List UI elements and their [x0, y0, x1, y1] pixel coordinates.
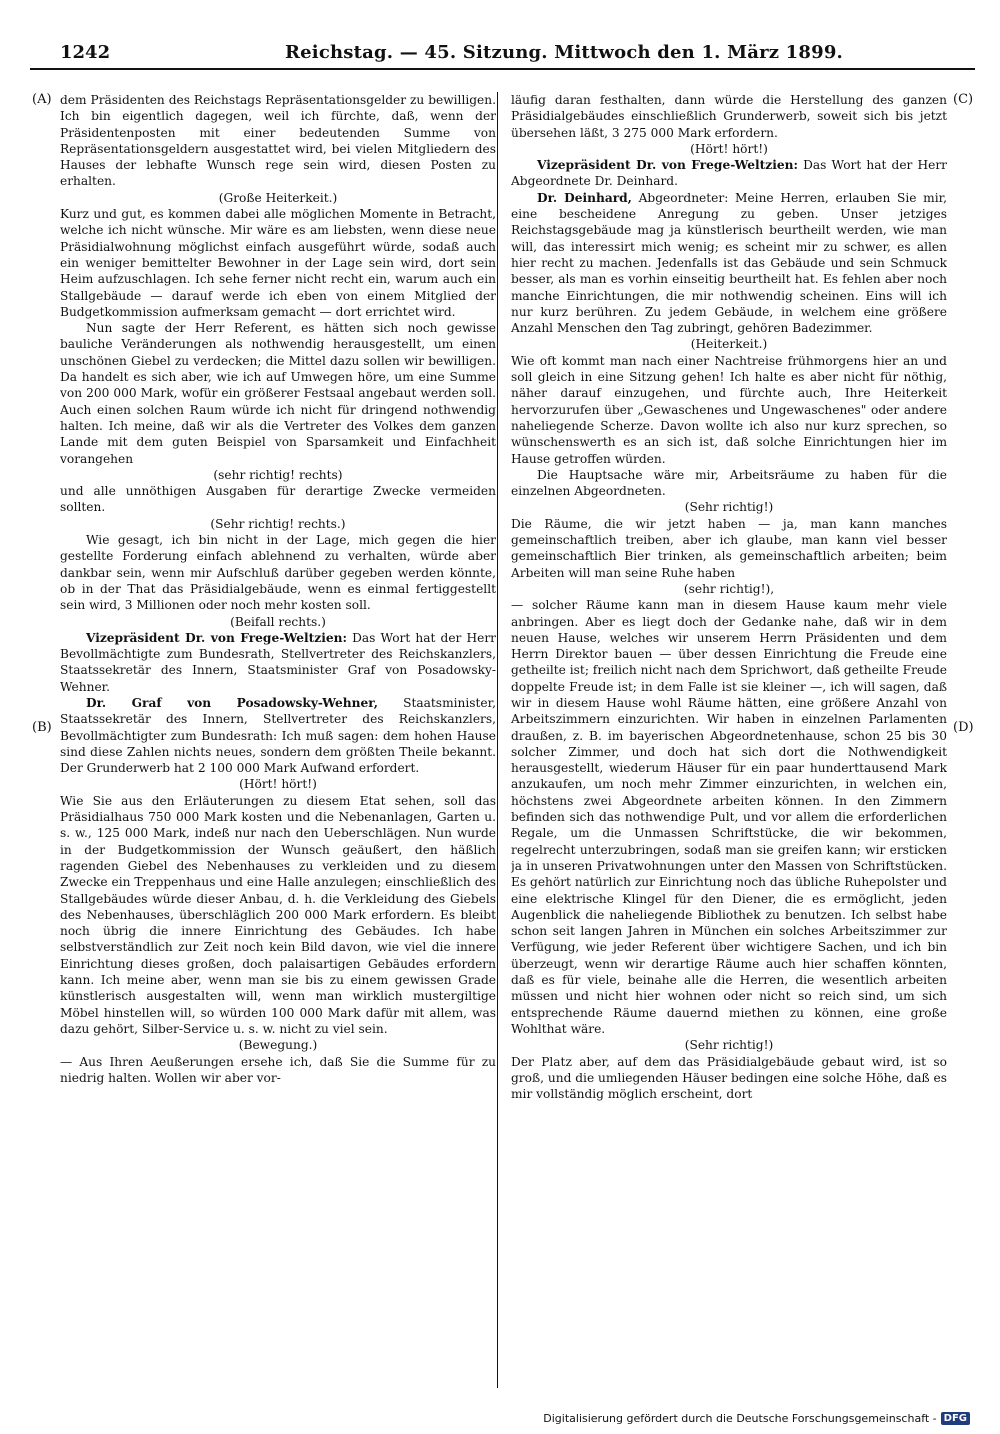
paragraph: und alle unnöthigen Ausgaben für derartige Zwecke vermeiden sollten.: [60, 484, 496, 515]
speech-text: Staatsminister, Staatssekretär des Innern, Stellvertreter des Reichskanzlers, Bevollmächtigter zum Bundesrath: Ich muß sagen: dem hohen Hause sind diese Zahlen nichts neues, sondern dem größten Theile bekannt. Der Grunderwerb hat 2 100 000 Mark Aufwand erfordert.: [60, 695, 496, 776]
page-number: 1242: [60, 42, 111, 63]
margin-letter-d: (D): [953, 720, 974, 735]
digitization-credit: [543, 1412, 970, 1425]
left-column: [60, 92, 496, 1388]
interjection: (Sehr richtig!): [684, 500, 774, 515]
paragraph: Kurz und gut, es kommen dabei alle möglichen Momente in Betracht, welche ich nicht wünsche. Mir wäre es am liebsten, wenn diese neue Präsidialwohnung möglichst einfach ausgeführt würde, sodaß auch ein weniger bemittelter Bewohner in der Lage sein wird, dort sein Heim aufzuschlagen. Ich sehe ferner nicht recht ein, warum auch ein Stallgebäude — darauf werde ich eben von einem Mitglied der Budgetkommission aufmerksam gemacht — dort errichtet wird.: [60, 207, 496, 319]
interjection: (Hört! hört!): [690, 141, 768, 156]
speech-text: Das Wort hat der Herr Bevollmächtigte zum Bundesrath, Stellvertreter des Reichskanzlers, Staatssekretär des Innern, Staatsminister Graf von Posadowsky-Wehner.: [60, 630, 496, 694]
speech-paragraph: [60, 695, 496, 776]
paragraph: Der Platz aber, auf dem das Präsidialgebäude gebaut wird, ist so groß, und die umliegenden Häuser bedingen eine solche Höhe, daß es mir vollständig möglich erscheint, dort: [511, 1054, 947, 1102]
paragraph: Die Räume, die wir jetzt haben — ja, man kann manches gemeinschaftlich treiben, aber ich glaube, man kann viel besser gemeinschaftlich Bier trinken, als gemeinschaftlich arbeiten; beim Arbeiten will man seine Ruhe haben: [511, 516, 947, 580]
interjection: (sehr richtig!),: [683, 581, 775, 596]
right-column: [511, 92, 947, 1388]
interjection: (Sehr richtig!): [684, 1038, 774, 1053]
margin-letter-a: (A): [32, 92, 52, 107]
paragraph: — solcher Räume kann man in diesem Hause kaum mehr viele anbringen. Aber es liegt doch der Gedanke nahe, daß wir in dem neuen Hause, welches wir unserem Herrn Präsidenten und dem Herrn Direktor bauen — über dessen Einrichtung die Freude eine getheilte ist; freilich nicht nach dem Sprichwort, daß getheilte Freude doppelte Freude ist; in dem Falle ist sie kleiner —, ich will sagen, daß wir in diesem Hause wohl Räume hätten, eine größere Anzahl von Arbeitszimmern einzurichten. Wir haben in einzelnen Parlamenten draußen, z. B. im bayerischen Abgeordnetenhause, schon 25 bis 30 solcher Zimmer, und doch hat sich dort die Nothwendigkeit herausgestellt, wiederum Häuser für ein paar hunderttausend Mark anzukaufen, um noch mehr Zimmer einzurichten, in welchen ein, höchstens zwei Abgeordnete arbeiten können. In den Zimmern befinden sich das nothwendige Pult, und vor allem die erforderlichen Regale, um die Unmassen Schriftstücke, die wir bekommen, regelrecht unterzubringen, sodaß man sie greifen kann; wir ersticken ja in unseren Privatwohnungen unter den Massen von Schriftstücken. Es gehört natürlich zur Einrichtung noch das übliche Ruhepolster und eine elektrische Klingel für den Diener, die es ermöglicht, jeden Augenblick die naheliegende Bibliothek zu benutzen. Ich selbst habe schon seit langen Jahren in München ein solches Arbeitszimmer zur Verfügung, wie jeder Referent über wichtigere Sachen, und ich bin überzeugt, wenn wir derartige Räume auch hier schaffen könnten, daß es für viele, beinahe alle die Herren, die wesentlich arbeiten müssen und nicht hier wohnen oder nicht so reich sind, um sich entsprechende Räume dauernd miethen zu können, eine große Wohlthat wäre.: [511, 598, 947, 1036]
speech-text: Abgeordneter: Meine Herren, erlauben Sie mir, eine bescheidene Anregung zu geben. Unser jetziges Reichstagsgebäude mag ja künstlerisch beurtheilt werden, wie man will, das interessirt mich wenig; es scheint mir zu schwer, es allen hier recht zu machen. Jedenfalls ist das Gebäude und sein Schmuck besser, als man es vorhin einseitig beurtheilt hat. Es fehlen aber noch manche Einrichtungen, die mir nothwendig scheinen. Eins will ich nur kurz berühren. Zu jedem Gebäude, in welchem eine größere Anzahl Menschen den Tag zubringt, gehören Badezimmer.: [511, 190, 947, 336]
interjection: (Bewegung.): [238, 1038, 318, 1053]
paragraph: Wie oft kommt man nach einer Nachtreise frühmorgens hier an und soll gleich in eine Sitzung gehen! Ich halte es aber nicht für nöthig, näher darauf einzugehen, und fürchte auch, Ihre Heiterkeit hervorzurufen über „Gewaschenes und Ungewaschenes" oder andere naheliegende Scherze. Davon wollte ich also nur kurz sprechen, so wünschenswerth es an sich ist, daß solche Einrichtungen hier im Hause getroffen würden.: [511, 353, 947, 466]
dfg-logo-icon: DFG: [941, 1412, 970, 1425]
speaker-name: Vizepräsident Dr. von Frege-Weltzien:: [537, 158, 798, 173]
margin-letter-c: (C): [953, 92, 974, 107]
page-header: [30, 42, 975, 70]
column-divider: [497, 92, 498, 1388]
speaker-name: Dr. Graf von Posadowsky-Wehner,: [86, 695, 378, 710]
paragraph: dem Präsidenten des Reichstags Repräsentationsgelder zu bewilligen. Ich bin eigentlich dagegen, weil ich fürchte, daß, wenn der Präsidentenposten mit einer bedeutenden Summe von Repräsentationsgeldern ausgestattet wird, bei vielen Mitgliedern des Hauses der lebhafte Wunsch rege sein wird, diesen Posten zu erhalten.: [60, 93, 496, 189]
paragraph: Wie gesagt, ich bin nicht in der Lage, mich gegen die hier gestellte Forderung einfach ablehnend zu verhalten, würde aber dankbar sein, wenn mir Aufschluß darüber gegeben werden könnte, ob in der That das Präsidialgebäude, wenn es einmal fertiggestellt sein wird, 3 Millionen oder noch mehr kosten soll.: [60, 533, 496, 613]
paragraph: läufig daran festhalten, dann würde die Herstellung des ganzen Präsidialgebäudes einschließlich Grunderwerb, soweit sich bis jetzt übersehen läßt, 3 275 000 Mark erfordern.: [511, 93, 947, 140]
interjection: (Heiterkeit.): [690, 337, 768, 352]
speaker-name: Vizepräsident Dr. von Frege-Weltzien:: [86, 630, 347, 645]
interjection: (Sehr richtig! rechts.): [210, 516, 346, 531]
speaker-name: Dr. Deinhard,: [537, 190, 632, 205]
speech-paragraph: [511, 157, 947, 190]
paragraph: Die Hauptsache wäre mir, Arbeitsräume zu haben für die einzelnen Abgeordneten.: [511, 467, 947, 499]
speech-paragraph: [60, 630, 496, 695]
interjection: (Beifall rechts.): [230, 614, 326, 629]
speech-text: Das Wort hat der Herr Abgeordnete Dr. Deinhard.: [511, 158, 947, 189]
running-title: Reichstag. — 45. Sitzung. Mittwoch den 1. März 1899.: [285, 42, 844, 63]
paragraph: — Aus Ihren Aeußerungen ersehe ich, daß Sie die Summe für zu niedrig halten. Wollen wir aber vor-: [60, 1054, 496, 1085]
margin-letter-b: (B): [32, 720, 52, 735]
interjection: (Hört! hört!): [239, 777, 317, 792]
speech-paragraph: [511, 190, 947, 337]
credit-text: Digitalisierung gefördert durch die Deutsche Forschungsgemeinschaft -: [543, 1412, 937, 1425]
paragraph: Wie Sie aus den Erläuterungen zu diesem Etat sehen, soll das Präsidialhaus 750 000 Mark kosten und die Nebenanlagen, Garten u. s. w., 125 000 Mark, indeß nur nach den Ueberschlägen. Nun wurde in der Budgetkommission der Wunsch geäußert, den häßlich ragenden Giebel des Nebenhauses zu verkleiden und zu diesem Zwecke ein Treppenhaus und eine Halle anzulegen; einschließlich des Stallgebäudes würde dieser Anbau, d. h. die Verkleidung des Giebels des Nebenhauses, überschläglich 200 000 Mark erfordern. Es bleibt noch übrig die innere Einrichtung des Gebäudes. Ich habe selbstverständlich zur Zeit noch kein Bild davon, wie viel die innere Einrichtung dieses großen, doch palaisartigen Gebäudes erfordern kann. Ich meine aber, wenn man sie bis zu einem gewissen Grade künstlerisch ausgestalten will, wenn man wirklich mustergiltige Möbel hinstellen will, so würden 100 000 Mark dafür mit allem, was dazu gehört, Silber-Service u. s. w. nicht zu viel sein.: [60, 793, 496, 1036]
interjection: (Große Heiterkeit.): [218, 190, 338, 205]
interjection: (sehr richtig! rechts): [213, 467, 343, 482]
paragraph: Nun sagte der Herr Referent, es hätten sich noch gewisse bauliche Veränderungen als nothwendig herausgestellt, um einen unschönen Giebel zu verdecken; die Mittel dazu sollen wir bewilligen. Da handelt es sich aber, wie ich auf Umwegen höre, um eine Summe von 200 000 Mark, wofür ein größerer Festsaal angebaut werden soll. Auch einen solchen Raum würde ich nicht für dringend nothwendig halten. Ich meine, daß wir als die Vertreter des Volkes dem ganzen Lande mit dem guten Beispiel von Sparsamkeit und Einfachheit vorangehen: [60, 321, 496, 466]
